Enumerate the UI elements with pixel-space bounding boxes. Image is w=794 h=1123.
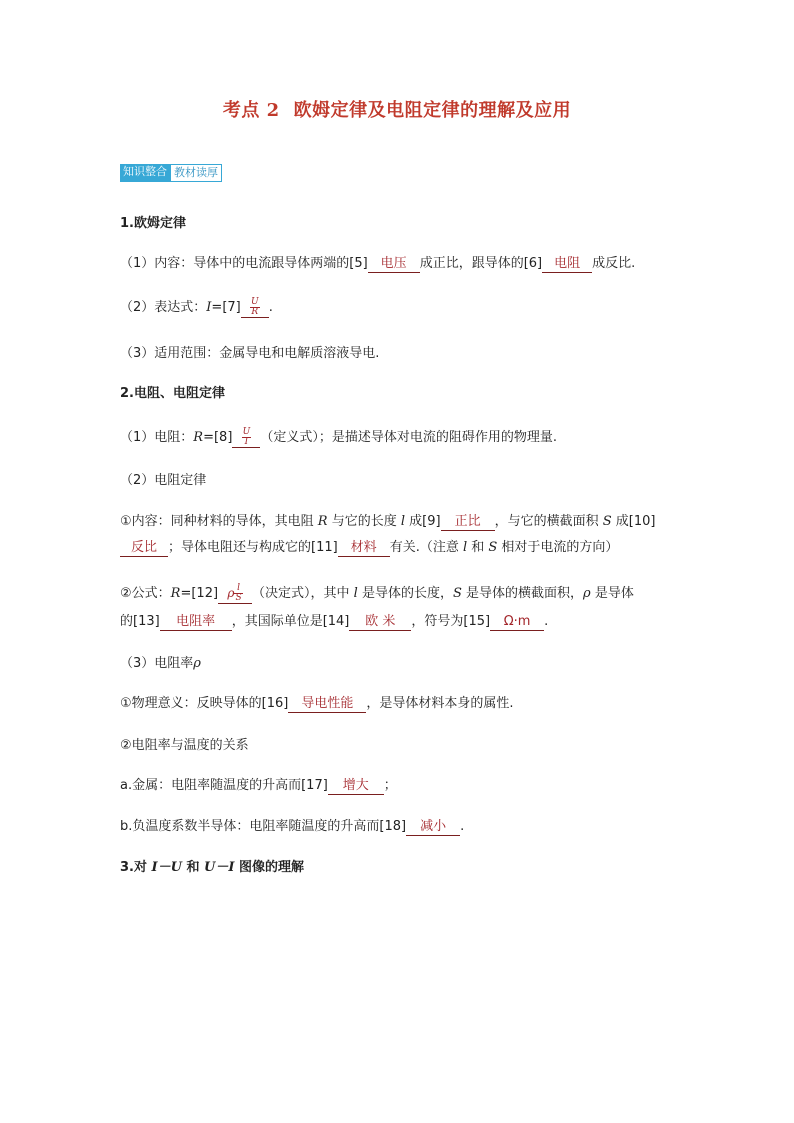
section-badges [120,164,222,182]
answer-9: 正比 [441,513,495,531]
s2-line-unit: 的[13] 电阻率 ，其国际单位是[14] 欧 米 ，符号为[15] Ω·m . [120,614,549,629]
fraction-u-over-i: $\frac{U}{I}$ [242,427,251,447]
s2-line-resistivity: （3）电阻率ρ [120,656,201,671]
title-text: 欧姆定律及电阻定律的理解及应用 [293,100,572,121]
answer-17: 增大 [328,777,384,795]
badge-knowledge: 知识整合 [120,164,170,182]
s2-line-law-content-cont: 反比 ；导体电阻还与构成它的[11] 材料 有关.（注意 l 和 S 相对于电流的方向） [120,538,618,558]
s1-line-content: （1）内容：导体中的电流跟导体两端的[5] 电压 成正比，跟导体的[6] 电阻 成反比. [120,256,636,271]
answer-10: 反比 [120,539,168,557]
s2-line-law-content: ①内容：同种材料的导体，其电阻 R 与它的长度 l 成[9] 正比 ，与它的横截面积 S 成[10] [120,514,656,529]
answer-11: 材料 [338,539,390,557]
answer-14: 欧 米 [349,613,411,631]
s2-line-metal: a.金属：电阻率随温度的升高而[17] 增大 ； [120,778,397,793]
badge-textbook: 教材读厚 [170,164,222,182]
fraction-u-over-r: $\frac{U}{R}$ [250,297,259,317]
s2-line-meaning: ①物理意义：反映导体的[16] 导电性能 ，是导体材料本身的属性. [120,696,514,711]
answer-8 [232,428,260,448]
answer-15: Ω·m [490,613,544,631]
fraction-l-over-s: $\frac{l}{S}$ [235,583,242,603]
s2-line-law-heading: （2）电阻定律 [120,473,207,488]
section-2-heading: 2.电阻、电阻定律 [120,386,225,401]
answer-13: 电阻率 [160,613,232,631]
title-number: 考点 2 [222,100,280,121]
section-1-heading: 1.欧姆定律 [120,216,186,231]
answer-7 [241,298,269,318]
section-3-heading: 3.对 I－U 和 U－I 图像的理解 [120,860,304,875]
s2-line-resistance: （1）电阻：R=[8] $\frac{U}{I}$ （定义式）；是描述导体对电流的阻碍作用的物理量. [120,427,558,447]
s2-line-formula: ②公式：R=[12] ρ $\frac{l}{S}$ （决定式），其中 l 是导体的长度，S 是导体的横截面积，ρ 是导体 [120,583,634,603]
answer-6: 电阻 [542,255,592,273]
answer-18: 减小 [406,818,460,836]
answer-5: 电压 [368,255,420,273]
s2-line-semiconductor: b.负温度系数半导体：电阻率随温度的升高而[18] 减小 . [120,819,465,834]
answer-16: 导电性能 [288,695,366,713]
s1-line-scope: （3）适用范围：金属导电和电解质溶液导电. [120,346,380,361]
s1-line-formula: （2）表达式：I=[7] $\frac{U}{R}$ . [120,297,273,317]
answer-12: ρ $\frac{l}{S}$ [218,584,252,604]
page-title [0,96,794,122]
s2-line-temperature: ②电阻率与温度的关系 [120,738,249,753]
